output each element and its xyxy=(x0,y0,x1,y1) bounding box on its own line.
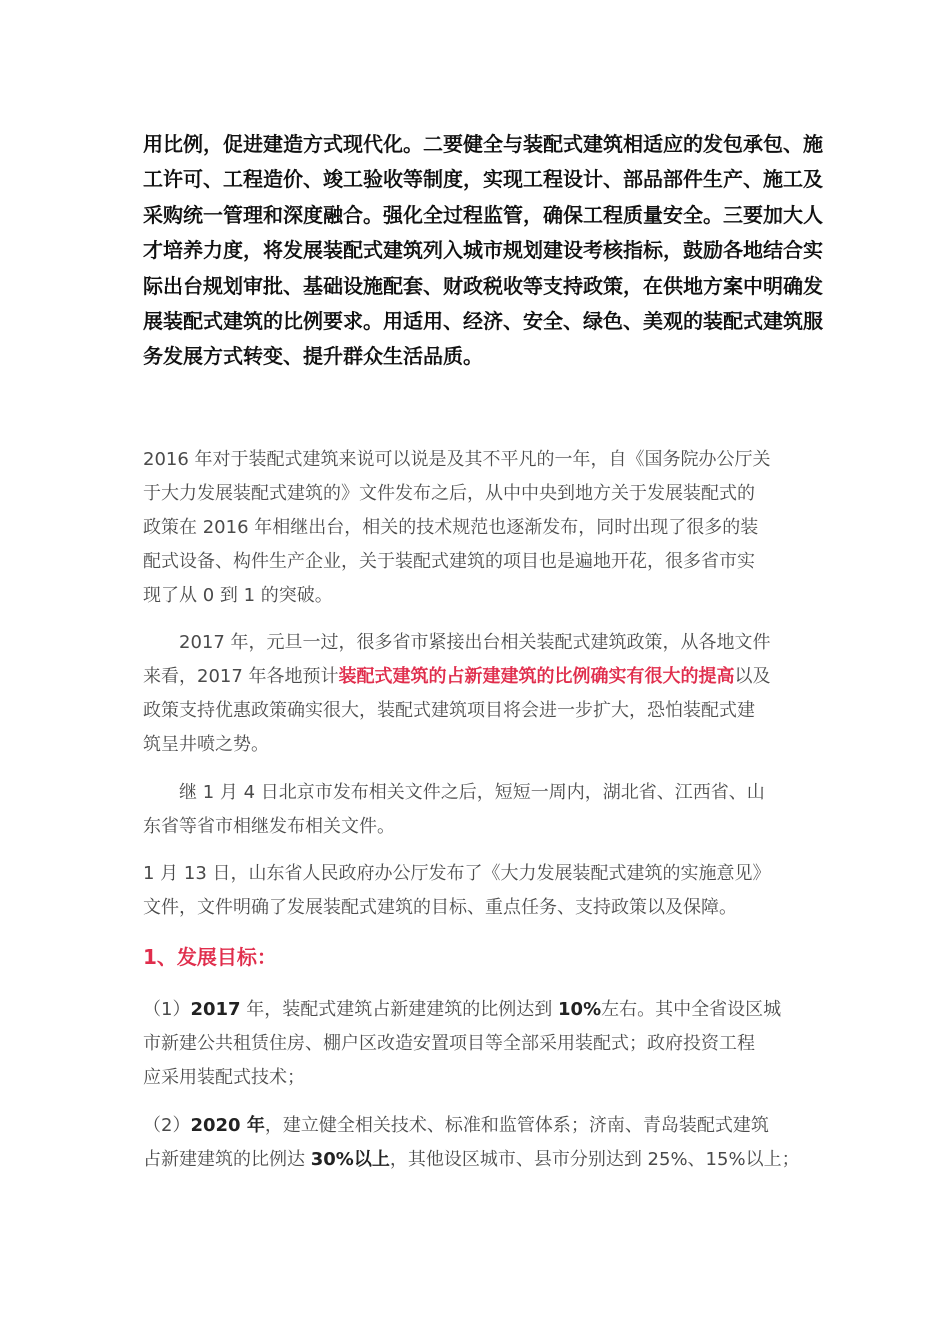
goal-percent: 10% xyxy=(558,999,602,1020)
text-line: 1 月 13 日，山东省人民政府办公厅发布了《大力发展装配式建筑的实施意见》 xyxy=(143,863,771,884)
text-line: 于大力发展装配式建筑的》文件发布之后，从中中央到地方关于发展装配式的 xyxy=(143,483,755,504)
text-line: 用比例，促进建造方式现代化。二要健全与装配式建筑相适应的发包承包、施 xyxy=(143,132,823,156)
text-line xyxy=(143,1143,808,1177)
goal-year: 2020 年 xyxy=(190,1115,265,1136)
text-line: 工许可、工程造价、竣工验收等制度，实现工程设计、部品部件生产、施工及 xyxy=(143,167,823,192)
paragraph-shandong xyxy=(143,857,808,925)
text-span: ，其他设区城市、县市分别达到 25%、15%以上； xyxy=(389,1149,800,1170)
goal-item-2 xyxy=(143,1109,808,1177)
text-line: 政策支持优惠政策确实很大，装配式建筑项目将会进一步扩大，恐怕装配式建 xyxy=(143,700,755,721)
text-line: 现了从 0 到 1 的突破。 xyxy=(143,585,333,606)
text-line: 继 1 月 4 日北京市发布相关文件之后，短短一周内，湖北省、江西省、山 xyxy=(179,782,765,803)
text-span: 以及 xyxy=(734,666,771,687)
section-heading: 1、发展目标： xyxy=(143,945,277,969)
goal-year: 2017 xyxy=(190,999,241,1020)
text-line: 政策在 2016 年相继出台，相关的技术规范也逐渐发布，同时出现了很多的装 xyxy=(143,517,759,538)
item-number: （1） xyxy=(143,999,191,1020)
text-line xyxy=(143,660,808,694)
text-line: 市新建公共租赁住房、棚户区改造安置项目等全部采用装配式；政府投资工程 xyxy=(143,1033,755,1054)
text-line: 务发展方式转变、提升群众生活品质。 xyxy=(143,344,483,369)
item-number: （2） xyxy=(143,1115,191,1136)
text-span: ，建立健全相关技术、标准和监管体系；济南、青岛装配式建筑 xyxy=(264,1115,769,1136)
text-span: 来看，2017 年各地预计 xyxy=(143,666,339,687)
top-paragraph xyxy=(143,127,823,375)
text-span: 左右。其中全省设区城 xyxy=(601,999,782,1020)
text-line xyxy=(143,1109,808,1143)
text-line xyxy=(143,993,808,1027)
text-span: 占新建建筑的比例达 xyxy=(143,1149,311,1170)
text-line: 采购统一管理和深度融合。强化全过程监管，确保工程质量安全。三要加大人 xyxy=(143,202,823,227)
text-line: 际出台规划审批、基础设施配套、财政税收等支持政策，在供地方案中明确发 xyxy=(143,273,823,298)
text-span: 年，装配式建筑占新建建筑的比例达到 xyxy=(240,999,559,1020)
highlighted-text: 装配式建筑的占新建建筑的比例确实有很大的提高 xyxy=(338,666,735,687)
text-line: 展装配式建筑的比例要求。用适用、经济、安全、绿色、美观的装配式建筑服 xyxy=(143,309,823,334)
paragraph-2016 xyxy=(143,443,808,613)
text-line: 2016 年对于装配式建筑来说可以说是及其不平凡的一年，自《国务院办公厅关 xyxy=(143,449,771,470)
text-line: 才培养力度，将发展装配式建筑列入城市规划建设考核指标，鼓励各地结合实 xyxy=(143,238,823,263)
text-line: 配式设备、构件生产企业，关于装配式建筑的项目也是遍地开花，很多省市实 xyxy=(143,551,755,572)
text-line: 文件，文件明确了发展装配式建筑的目标、重点任务、支持政策以及保障。 xyxy=(143,897,737,918)
text-line: 筑呈井喷之势。 xyxy=(143,734,269,755)
text-line: 东省等省市相继发布相关文件。 xyxy=(143,816,395,837)
paragraph-2017 xyxy=(143,626,808,762)
paragraph-beijing xyxy=(143,776,808,844)
goal-item-1 xyxy=(143,993,808,1095)
text-line: 2017 年，元旦一过，很多省市紧接出台相关装配式建筑政策，从各地文件 xyxy=(179,632,771,653)
goal-percent: 30%以上 xyxy=(310,1149,390,1170)
text-line: 应采用装配式技术； xyxy=(143,1067,305,1088)
